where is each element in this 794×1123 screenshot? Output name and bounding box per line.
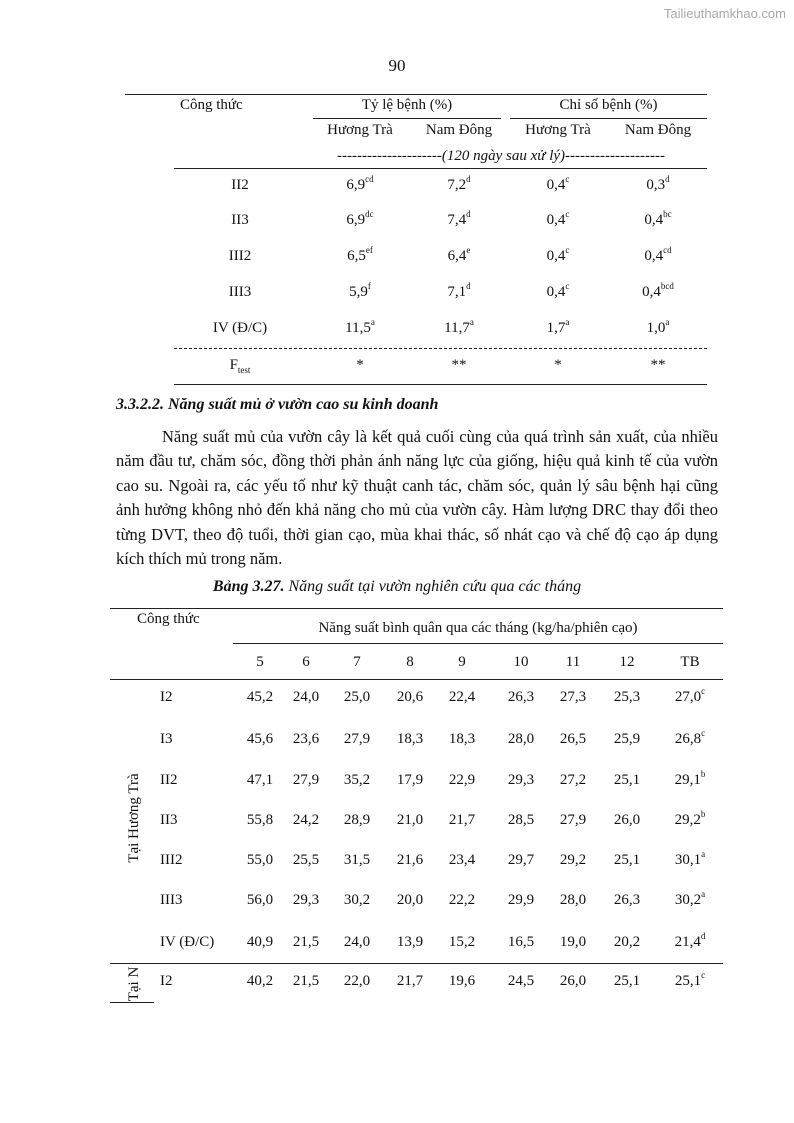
table-rule bbox=[510, 118, 707, 119]
table-cell bbox=[508, 317, 608, 337]
table-rule bbox=[110, 1002, 154, 1003]
cell-value: 25,1 bbox=[674, 973, 702, 989]
table-cell: 22,2 bbox=[448, 892, 476, 908]
table-cell: 21,0 bbox=[396, 812, 424, 828]
formula-label: II2 bbox=[160, 772, 178, 788]
month-header: TB bbox=[680, 654, 700, 670]
table-cell: 21,7 bbox=[448, 812, 476, 828]
significance-letter: c bbox=[565, 209, 570, 219]
cell-value: 7,2 bbox=[447, 177, 467, 193]
significance-letter: e bbox=[466, 245, 471, 255]
table-cell: 27,9 bbox=[292, 772, 320, 788]
table-rule-dashed bbox=[174, 348, 707, 349]
table-cell: 55,0 bbox=[246, 852, 274, 868]
table-cell: 40,9 bbox=[246, 934, 274, 950]
table-cell: 13,9 bbox=[396, 934, 424, 950]
table-cell: 45,2 bbox=[246, 689, 274, 705]
formula-label: I3 bbox=[160, 731, 173, 747]
table-cell bbox=[608, 317, 708, 337]
table-cell: 55,8 bbox=[246, 812, 274, 828]
column-header-formula: Công thức bbox=[137, 611, 200, 627]
site-label-nam-dong: Tại N bbox=[126, 966, 142, 1002]
ftest-value: * bbox=[554, 357, 562, 373]
cell-value: 30,1 bbox=[674, 852, 702, 868]
month-header: 6 bbox=[302, 654, 310, 670]
table-rule bbox=[313, 118, 501, 119]
table-cell bbox=[409, 245, 509, 265]
subheader-nam-dong: Nam Đông bbox=[425, 122, 493, 138]
significance-letter: a bbox=[701, 849, 706, 859]
significance-letter: d bbox=[466, 209, 471, 219]
formula-label: II2 bbox=[231, 177, 249, 193]
table-cell: 21,7 bbox=[396, 973, 424, 989]
cell-value: 21,4 bbox=[674, 934, 701, 950]
table-cell: 21,5 bbox=[292, 973, 320, 989]
cell-value: 1,7 bbox=[546, 320, 566, 336]
significance-letter: c bbox=[565, 174, 570, 184]
table-cell: 29,3 bbox=[507, 772, 535, 788]
table-cell bbox=[409, 317, 509, 337]
formula-label: I2 bbox=[160, 973, 173, 989]
watermark-text: Tailieuthamkhao.com bbox=[663, 6, 786, 21]
significance-letter: c bbox=[701, 728, 706, 738]
table-cell bbox=[508, 281, 608, 301]
ftest-value: ** bbox=[451, 357, 467, 373]
cell-value: 7,4 bbox=[447, 212, 467, 228]
cell-value: 0,4 bbox=[546, 284, 566, 300]
significance-letter: bcd bbox=[660, 281, 674, 291]
table-cell: 45,6 bbox=[246, 731, 274, 747]
month-header: 8 bbox=[406, 654, 414, 670]
cell-value: 6,5 bbox=[347, 248, 366, 264]
formula-label: I2 bbox=[160, 689, 173, 705]
table-cell: 15,2 bbox=[448, 934, 476, 950]
table-caption: Bảng 3.27. Năng suất tại vườn nghiên cứu qua các tháng bbox=[212, 578, 582, 595]
significance-letter: cd bbox=[365, 174, 374, 184]
table-cell: 23,6 bbox=[292, 731, 320, 747]
table-cell: 31,5 bbox=[343, 852, 371, 868]
table-cell bbox=[608, 245, 708, 265]
table-cell: 28,0 bbox=[507, 731, 535, 747]
cell-value: 0,4 bbox=[546, 177, 566, 193]
table-cell: 27,3 bbox=[559, 689, 587, 705]
cell-value: 1,0 bbox=[646, 320, 666, 336]
significance-letter: d bbox=[700, 931, 706, 941]
table-rule bbox=[174, 384, 707, 385]
table-cell bbox=[409, 209, 509, 229]
table-cell: 35,2 bbox=[343, 772, 371, 788]
significance-letter: d bbox=[466, 174, 471, 184]
cell-value: 7,1 bbox=[447, 284, 467, 300]
significance-letter: a bbox=[701, 889, 706, 899]
month-header: 11 bbox=[565, 654, 581, 670]
table-cell bbox=[508, 245, 608, 265]
significance-letter: ef bbox=[365, 245, 373, 255]
table-cell: 25,9 bbox=[613, 731, 641, 747]
table-cell: 47,1 bbox=[246, 772, 274, 788]
table-cell bbox=[608, 281, 708, 301]
cell-value: 27,0 bbox=[674, 689, 702, 705]
significance-letter: c bbox=[701, 686, 706, 696]
average-cell bbox=[660, 686, 720, 706]
month-header: 5 bbox=[256, 654, 264, 670]
formula-label: II3 bbox=[160, 812, 178, 828]
table-cell: 24,5 bbox=[507, 973, 535, 989]
table-cell bbox=[409, 281, 509, 301]
column-group-disease-rate: Tỷ lệ bệnh (%) bbox=[361, 97, 453, 113]
significance-letter: c bbox=[565, 281, 570, 291]
table-cell: 28,5 bbox=[507, 812, 535, 828]
cell-value: 0,4 bbox=[546, 212, 566, 228]
significance-letter: a bbox=[565, 317, 570, 327]
column-group-yield: Năng suất bình quân qua các tháng (kg/ha/phiên cạo) bbox=[318, 620, 638, 636]
table-cell bbox=[409, 174, 509, 194]
month-header: 9 bbox=[458, 654, 466, 670]
formula-label: III3 bbox=[160, 892, 183, 908]
cell-value: 29,2 bbox=[674, 812, 701, 828]
formula-label: III2 bbox=[228, 248, 252, 264]
table-cell: 18,3 bbox=[396, 731, 424, 747]
table-cell: 29,3 bbox=[292, 892, 320, 908]
section-heading: 3.3.2.2. Năng suất mủ ở vườn cao su kinh doanh bbox=[116, 396, 439, 413]
table-cell bbox=[310, 281, 410, 301]
table-cell: 21,6 bbox=[396, 852, 424, 868]
cell-value: 5,9 bbox=[349, 284, 368, 300]
table-rule bbox=[110, 963, 723, 964]
cell-value: 0,4 bbox=[546, 248, 566, 264]
table-cell: 22,9 bbox=[448, 772, 476, 788]
formula-label: IV (Đ/C) bbox=[212, 320, 268, 336]
column-group-disease-index: Chỉ số bệnh (%) bbox=[559, 97, 658, 113]
table-cell: 27,2 bbox=[559, 772, 587, 788]
table-cell: 25,5 bbox=[292, 852, 320, 868]
significance-letter: d bbox=[466, 281, 471, 291]
table-cell: 25,0 bbox=[343, 689, 371, 705]
table-cell: 22,0 bbox=[343, 973, 371, 989]
table-cell: 40,2 bbox=[246, 973, 274, 989]
table-cell: 26,3 bbox=[507, 689, 535, 705]
significance-letter: b bbox=[700, 809, 706, 819]
table-cell: 23,4 bbox=[448, 852, 476, 868]
table-cell: 18,3 bbox=[448, 731, 476, 747]
table-cell bbox=[608, 174, 708, 194]
significance-letter: b bbox=[700, 769, 706, 779]
ftest-value: ** bbox=[650, 357, 666, 373]
significance-letter: f bbox=[367, 281, 371, 291]
table-rule bbox=[233, 643, 723, 644]
table-cell: 22,4 bbox=[448, 689, 476, 705]
formula-label: III3 bbox=[228, 284, 252, 300]
formula-label: II3 bbox=[231, 212, 249, 228]
table-rule bbox=[110, 679, 723, 680]
table-cell: 25,1 bbox=[613, 852, 641, 868]
table-cell: 25,1 bbox=[613, 772, 641, 788]
average-cell bbox=[660, 769, 720, 789]
table-cell: 24,0 bbox=[343, 934, 371, 950]
formula-label: III2 bbox=[160, 852, 183, 868]
cell-value: 0,4 bbox=[642, 284, 661, 300]
average-cell bbox=[660, 809, 720, 829]
table-cell: 24,0 bbox=[292, 689, 320, 705]
table-cell bbox=[508, 174, 608, 194]
table-cell: 25,3 bbox=[613, 689, 641, 705]
cell-value: 0,4 bbox=[644, 212, 664, 228]
table-cell: 20,2 bbox=[613, 934, 641, 950]
cell-value: 6,9 bbox=[346, 212, 366, 228]
table-cell: 28,9 bbox=[343, 812, 371, 828]
site-label-huong-tra: Tại Hương Trà bbox=[126, 773, 142, 863]
table-cell: 26,0 bbox=[559, 973, 587, 989]
table-cell: 19,0 bbox=[559, 934, 587, 950]
table-cell: 27,9 bbox=[559, 812, 587, 828]
cell-value: 26,8 bbox=[674, 731, 702, 747]
cell-value: 6,4 bbox=[447, 248, 467, 264]
significance-letter: bc bbox=[663, 209, 672, 219]
table-cell: 26,3 bbox=[613, 892, 641, 908]
table-cell: 29,7 bbox=[507, 852, 535, 868]
table-cell: 28,0 bbox=[559, 892, 587, 908]
significance-letter: c bbox=[701, 970, 706, 980]
table-cell bbox=[310, 174, 410, 194]
significance-letter: a bbox=[665, 317, 670, 327]
table-cell bbox=[608, 209, 708, 229]
cell-value: 0,4 bbox=[644, 248, 664, 264]
table-cell: 56,0 bbox=[246, 892, 274, 908]
table-cell: 27,9 bbox=[343, 731, 371, 747]
table-cell: 30,2 bbox=[343, 892, 371, 908]
table-rule bbox=[110, 608, 723, 609]
subheader-huong-tra: Hương Trà bbox=[525, 122, 591, 138]
ftest-value: * bbox=[356, 357, 364, 373]
ftest-label: $F_{test}$ bbox=[229, 357, 251, 375]
table-rule bbox=[125, 94, 707, 95]
column-header-formula: Công thức bbox=[180, 97, 243, 113]
page-number: 90 bbox=[388, 56, 406, 75]
significance-letter: c bbox=[565, 245, 570, 255]
cell-value: 6,9 bbox=[346, 177, 366, 193]
table-cell bbox=[508, 209, 608, 229]
table-cell: 26,0 bbox=[613, 812, 641, 828]
cell-value: 30,2 bbox=[674, 892, 702, 908]
significance-letter: dc bbox=[365, 209, 374, 219]
month-header: 12 bbox=[619, 654, 635, 670]
table-cell: 16,5 bbox=[507, 934, 535, 950]
cell-value: 29,1 bbox=[674, 772, 701, 788]
table-cell: 29,2 bbox=[559, 852, 587, 868]
average-cell bbox=[660, 849, 720, 869]
time-note: ---------------------(120 ngày sau xử lý)-------------------- bbox=[337, 148, 665, 164]
table-cell bbox=[310, 245, 410, 265]
significance-letter: cd bbox=[663, 245, 672, 255]
cell-value: 11,7 bbox=[444, 320, 470, 336]
table-cell: 19,6 bbox=[448, 973, 476, 989]
table-cell: 24,2 bbox=[292, 812, 320, 828]
cell-value: 0,3 bbox=[646, 177, 666, 193]
table-cell: 26,5 bbox=[559, 731, 587, 747]
month-header: 7 bbox=[353, 654, 361, 670]
table-cell: 29,9 bbox=[507, 892, 535, 908]
average-cell bbox=[660, 931, 720, 951]
table-cell: 20,0 bbox=[396, 892, 424, 908]
subheader-huong-tra: Hương Trà bbox=[327, 122, 393, 138]
significance-letter: a bbox=[370, 317, 375, 327]
table-cell bbox=[310, 317, 410, 337]
month-header: 10 bbox=[513, 654, 529, 670]
average-cell bbox=[660, 728, 720, 748]
table-cell: 21,5 bbox=[292, 934, 320, 950]
body-paragraph: Năng suất mủ của vườn cây là kết quả cuối cùng của quá trình sản xuất, của nhiều năm đầu tư, chăm sóc, đồng thời phản ánh năng lực của giống, hiệu quả kinh tế của vườn cao su. Ngoài ra, các yếu tố như kỹ thuật canh tác, chăm sóc, quản lý sâu bệnh hại cũng ảnh hưởng không nhỏ đến khả năng cho mủ của vườn cây. Hàm lượng DRC thay đổi theo từng DVT, theo độ tuổi, thời gian cạo, mùa khai thác, số nhát cạo và chế độ cạo áp dụng kích thích mủ trong năm. bbox=[116, 427, 718, 569]
table-cell: 25,1 bbox=[613, 973, 641, 989]
table-rule bbox=[174, 168, 707, 169]
table-cell bbox=[310, 209, 410, 229]
cell-value: 11,5 bbox=[345, 320, 371, 336]
table-cell: 17,9 bbox=[396, 772, 424, 788]
average-cell bbox=[660, 970, 720, 990]
formula-label: IV (Đ/C) bbox=[160, 934, 215, 950]
average-cell bbox=[660, 889, 720, 909]
significance-letter: a bbox=[469, 317, 474, 327]
subheader-nam-dong: Nam Đông bbox=[624, 122, 692, 138]
significance-letter: d bbox=[665, 174, 670, 184]
table-cell: 20,6 bbox=[396, 689, 424, 705]
